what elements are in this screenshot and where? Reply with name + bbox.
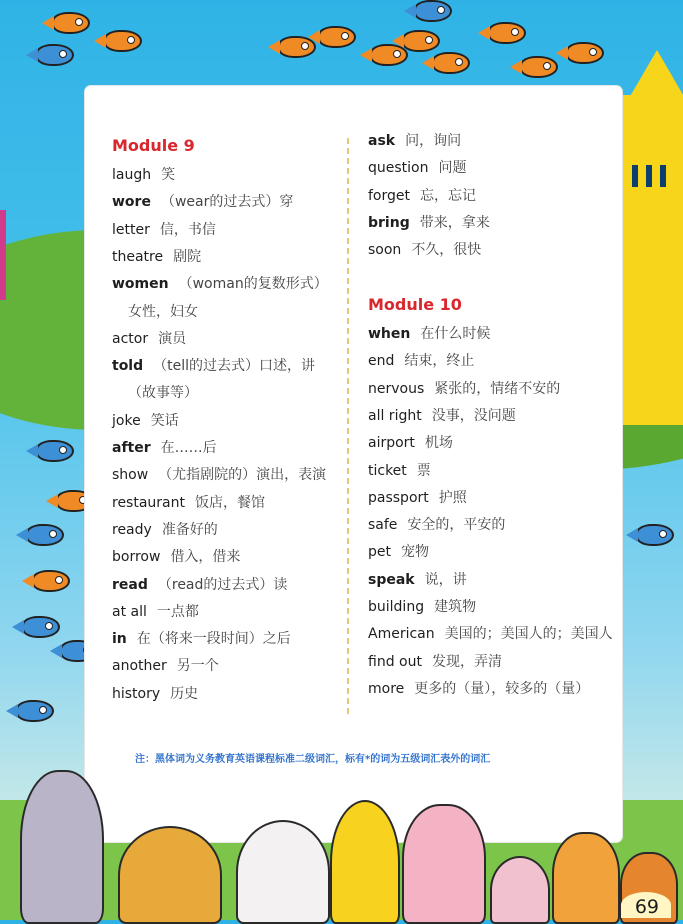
vocabulary-entry bbox=[368, 625, 613, 643]
english-word: American bbox=[368, 626, 435, 643]
fish-icon bbox=[566, 42, 604, 64]
tower-window bbox=[646, 165, 652, 187]
fish-icon bbox=[16, 700, 54, 722]
english-word: joke bbox=[112, 412, 141, 429]
english-word: nervous bbox=[368, 380, 425, 397]
vocabulary-entry bbox=[368, 380, 560, 398]
english-word: another bbox=[112, 658, 167, 675]
english-word: history bbox=[112, 685, 161, 702]
chinese-meaning: 建筑物 bbox=[434, 599, 477, 615]
english-word: more bbox=[368, 680, 405, 697]
vocabulary-entry bbox=[112, 357, 315, 375]
english-word: ask bbox=[368, 133, 396, 149]
fish-icon bbox=[32, 570, 70, 592]
chinese-meaning: 票 bbox=[416, 462, 431, 479]
chinese-meaning: （故事等） bbox=[128, 385, 198, 402]
english-word: at all bbox=[112, 603, 147, 620]
vocabulary-entry bbox=[112, 548, 240, 566]
chinese-meaning: 安全的，平安的 bbox=[407, 517, 506, 534]
chinese-meaning: （woman的复数形式） bbox=[178, 276, 328, 293]
english-word: laugh bbox=[112, 167, 152, 183]
vocabulary-entry bbox=[368, 571, 467, 589]
vocabulary-entry bbox=[368, 516, 505, 534]
fish-icon bbox=[414, 0, 452, 22]
fish-icon bbox=[488, 22, 526, 44]
tower-window bbox=[632, 165, 638, 187]
fish-icon bbox=[520, 56, 558, 78]
english-word: forget bbox=[368, 187, 410, 204]
english-word: soon bbox=[368, 242, 402, 259]
chinese-meaning: 另一个 bbox=[176, 658, 219, 675]
chinese-meaning: 不久，很快 bbox=[411, 242, 482, 259]
cat-character bbox=[552, 832, 620, 924]
english-word: restaurant bbox=[112, 494, 185, 511]
english-word: airport bbox=[368, 435, 415, 452]
vocabulary-entry bbox=[368, 325, 490, 343]
small-pig-character bbox=[490, 856, 550, 924]
chinese-meaning: 准备好的 bbox=[161, 521, 218, 538]
vocabulary-entry bbox=[368, 159, 466, 177]
vocabulary-entry bbox=[368, 132, 461, 150]
chinese-meaning: （尤指剧院的）演出，表演 bbox=[158, 467, 327, 484]
chinese-meaning: 紧张的，情绪不安的 bbox=[434, 380, 561, 397]
fish-icon bbox=[432, 52, 470, 74]
fish-icon bbox=[36, 440, 74, 462]
english-word: when bbox=[368, 326, 411, 342]
fish-icon bbox=[318, 26, 356, 48]
chinese-meaning: 在……后 bbox=[160, 440, 217, 456]
chinese-meaning: 剧院 bbox=[173, 248, 202, 265]
vocabulary-entry bbox=[368, 187, 476, 205]
vocabulary-entry bbox=[368, 434, 453, 452]
vocabulary-entry bbox=[112, 494, 265, 512]
pig-character bbox=[402, 804, 486, 924]
vocabulary-entry bbox=[112, 221, 216, 239]
vocabulary-entry bbox=[128, 384, 198, 402]
english-word: pet bbox=[368, 544, 391, 561]
english-word: end bbox=[368, 353, 395, 370]
english-word: read bbox=[112, 576, 148, 593]
vocabulary-panel bbox=[85, 86, 622, 842]
chinese-meaning: 笑话 bbox=[150, 412, 179, 429]
english-word: in bbox=[112, 631, 127, 648]
english-word: safe bbox=[368, 517, 398, 534]
fish-icon bbox=[22, 616, 60, 638]
english-word: passport bbox=[368, 489, 429, 506]
koala-character bbox=[118, 826, 222, 924]
vocabulary-entry bbox=[368, 214, 490, 232]
chinese-meaning: （wear的过去式）穿 bbox=[160, 194, 294, 211]
cartoon-characters bbox=[0, 760, 683, 920]
hippo-character bbox=[20, 770, 104, 924]
chinese-meaning: 饭店，餐馆 bbox=[195, 494, 265, 511]
vocabulary-entry bbox=[368, 653, 502, 671]
column-divider bbox=[347, 138, 349, 714]
vocabulary-entry bbox=[112, 439, 217, 457]
fish-icon bbox=[104, 30, 142, 52]
vocabulary-entry bbox=[368, 598, 476, 616]
module-title: Module 10 bbox=[368, 295, 462, 314]
vocabulary-entry bbox=[368, 489, 467, 507]
chinese-meaning: 说，讲 bbox=[424, 571, 467, 588]
chinese-meaning: 演员 bbox=[158, 330, 187, 347]
vocabulary-entry bbox=[112, 275, 328, 293]
vocabulary-entry bbox=[112, 330, 186, 348]
vocabulary-entry bbox=[112, 248, 201, 266]
chinese-meaning: 发现，弄清 bbox=[431, 653, 502, 670]
chinese-meaning: 笑 bbox=[161, 167, 176, 183]
chinese-meaning: 结束，终止 bbox=[404, 353, 475, 370]
vocabulary-entry bbox=[112, 466, 326, 484]
module-title: Module 9 bbox=[112, 136, 195, 155]
vocabulary-entry bbox=[112, 166, 175, 184]
pink-building-edge bbox=[0, 210, 6, 300]
chinese-meaning: 宠物 bbox=[401, 544, 429, 561]
vocabulary-entry bbox=[128, 303, 198, 321]
english-word: women bbox=[112, 276, 169, 293]
chinese-meaning: 问，询问 bbox=[405, 133, 462, 149]
chinese-meaning: （tell的过去式）口述，讲 bbox=[153, 358, 316, 375]
vocabulary-entry bbox=[112, 657, 219, 675]
vocabulary-entry bbox=[112, 576, 287, 594]
chinese-meaning: 没事，没问题 bbox=[431, 407, 516, 424]
english-word: wore bbox=[112, 194, 151, 211]
english-word: bring bbox=[368, 214, 410, 231]
vocabulary-entry bbox=[368, 241, 481, 259]
tower-window bbox=[660, 165, 666, 187]
rabbit-character bbox=[236, 820, 330, 924]
english-word: show bbox=[112, 467, 149, 484]
english-word: told bbox=[112, 358, 144, 375]
chinese-meaning: 历史 bbox=[170, 685, 199, 702]
english-word: building bbox=[368, 599, 425, 615]
vocabulary-entry bbox=[368, 543, 429, 561]
chinese-meaning: 忘，忘记 bbox=[420, 187, 476, 204]
chinese-meaning: 女性，妇女 bbox=[128, 303, 198, 320]
chinese-meaning: 护照 bbox=[438, 489, 467, 506]
english-word: find out bbox=[368, 653, 422, 670]
duck-character bbox=[330, 800, 400, 924]
chinese-meaning: 在什么时候 bbox=[420, 326, 491, 342]
vocabulary-entry bbox=[112, 412, 179, 430]
fish-icon bbox=[402, 30, 440, 52]
vocabulary-entry bbox=[368, 352, 474, 370]
chinese-meaning: 信，书信 bbox=[159, 221, 216, 238]
vocabulary-entry bbox=[112, 603, 199, 621]
chinese-meaning: 机场 bbox=[424, 435, 453, 452]
vocabulary-entry bbox=[112, 630, 291, 648]
vocabulary-entry bbox=[112, 521, 218, 539]
page-number: 69 bbox=[621, 892, 671, 918]
chinese-meaning: 一点都 bbox=[156, 603, 199, 620]
chinese-meaning: 更多的（量），较多的（量） bbox=[414, 680, 590, 697]
vocabulary-entry bbox=[368, 680, 589, 698]
fish-icon bbox=[36, 44, 74, 66]
fish-icon bbox=[636, 524, 674, 546]
english-word: theatre bbox=[112, 248, 164, 265]
vocabulary-entry bbox=[112, 193, 293, 211]
english-word: question bbox=[368, 160, 429, 177]
fish-icon bbox=[26, 524, 64, 546]
chinese-meaning: 美国的；美国人的；美国人 bbox=[444, 626, 613, 643]
chinese-meaning: 在（将来一段时间）之后 bbox=[136, 631, 291, 648]
footnote: 注：黑体词为义务教育英语课程标准二级词汇，标有*的词为五级词汇表外的词汇 bbox=[135, 754, 491, 765]
chinese-meaning: 借入，借来 bbox=[170, 549, 241, 566]
english-word: ticket bbox=[368, 462, 407, 479]
english-word: after bbox=[112, 440, 151, 456]
english-word: borrow bbox=[112, 549, 161, 566]
chinese-meaning: 带来，拿来 bbox=[419, 214, 490, 231]
english-word: ready bbox=[112, 521, 152, 538]
vocabulary-entry bbox=[112, 685, 198, 703]
fish-icon bbox=[52, 12, 90, 34]
english-word: actor bbox=[112, 330, 149, 347]
vocabulary-entry bbox=[368, 407, 516, 425]
english-word: all right bbox=[368, 407, 422, 424]
english-word: speak bbox=[368, 571, 415, 588]
english-word: letter bbox=[112, 221, 150, 238]
vocabulary-entry bbox=[368, 462, 431, 480]
chinese-meaning: 问题 bbox=[438, 160, 467, 177]
chinese-meaning: （read的过去式）读 bbox=[157, 576, 288, 593]
